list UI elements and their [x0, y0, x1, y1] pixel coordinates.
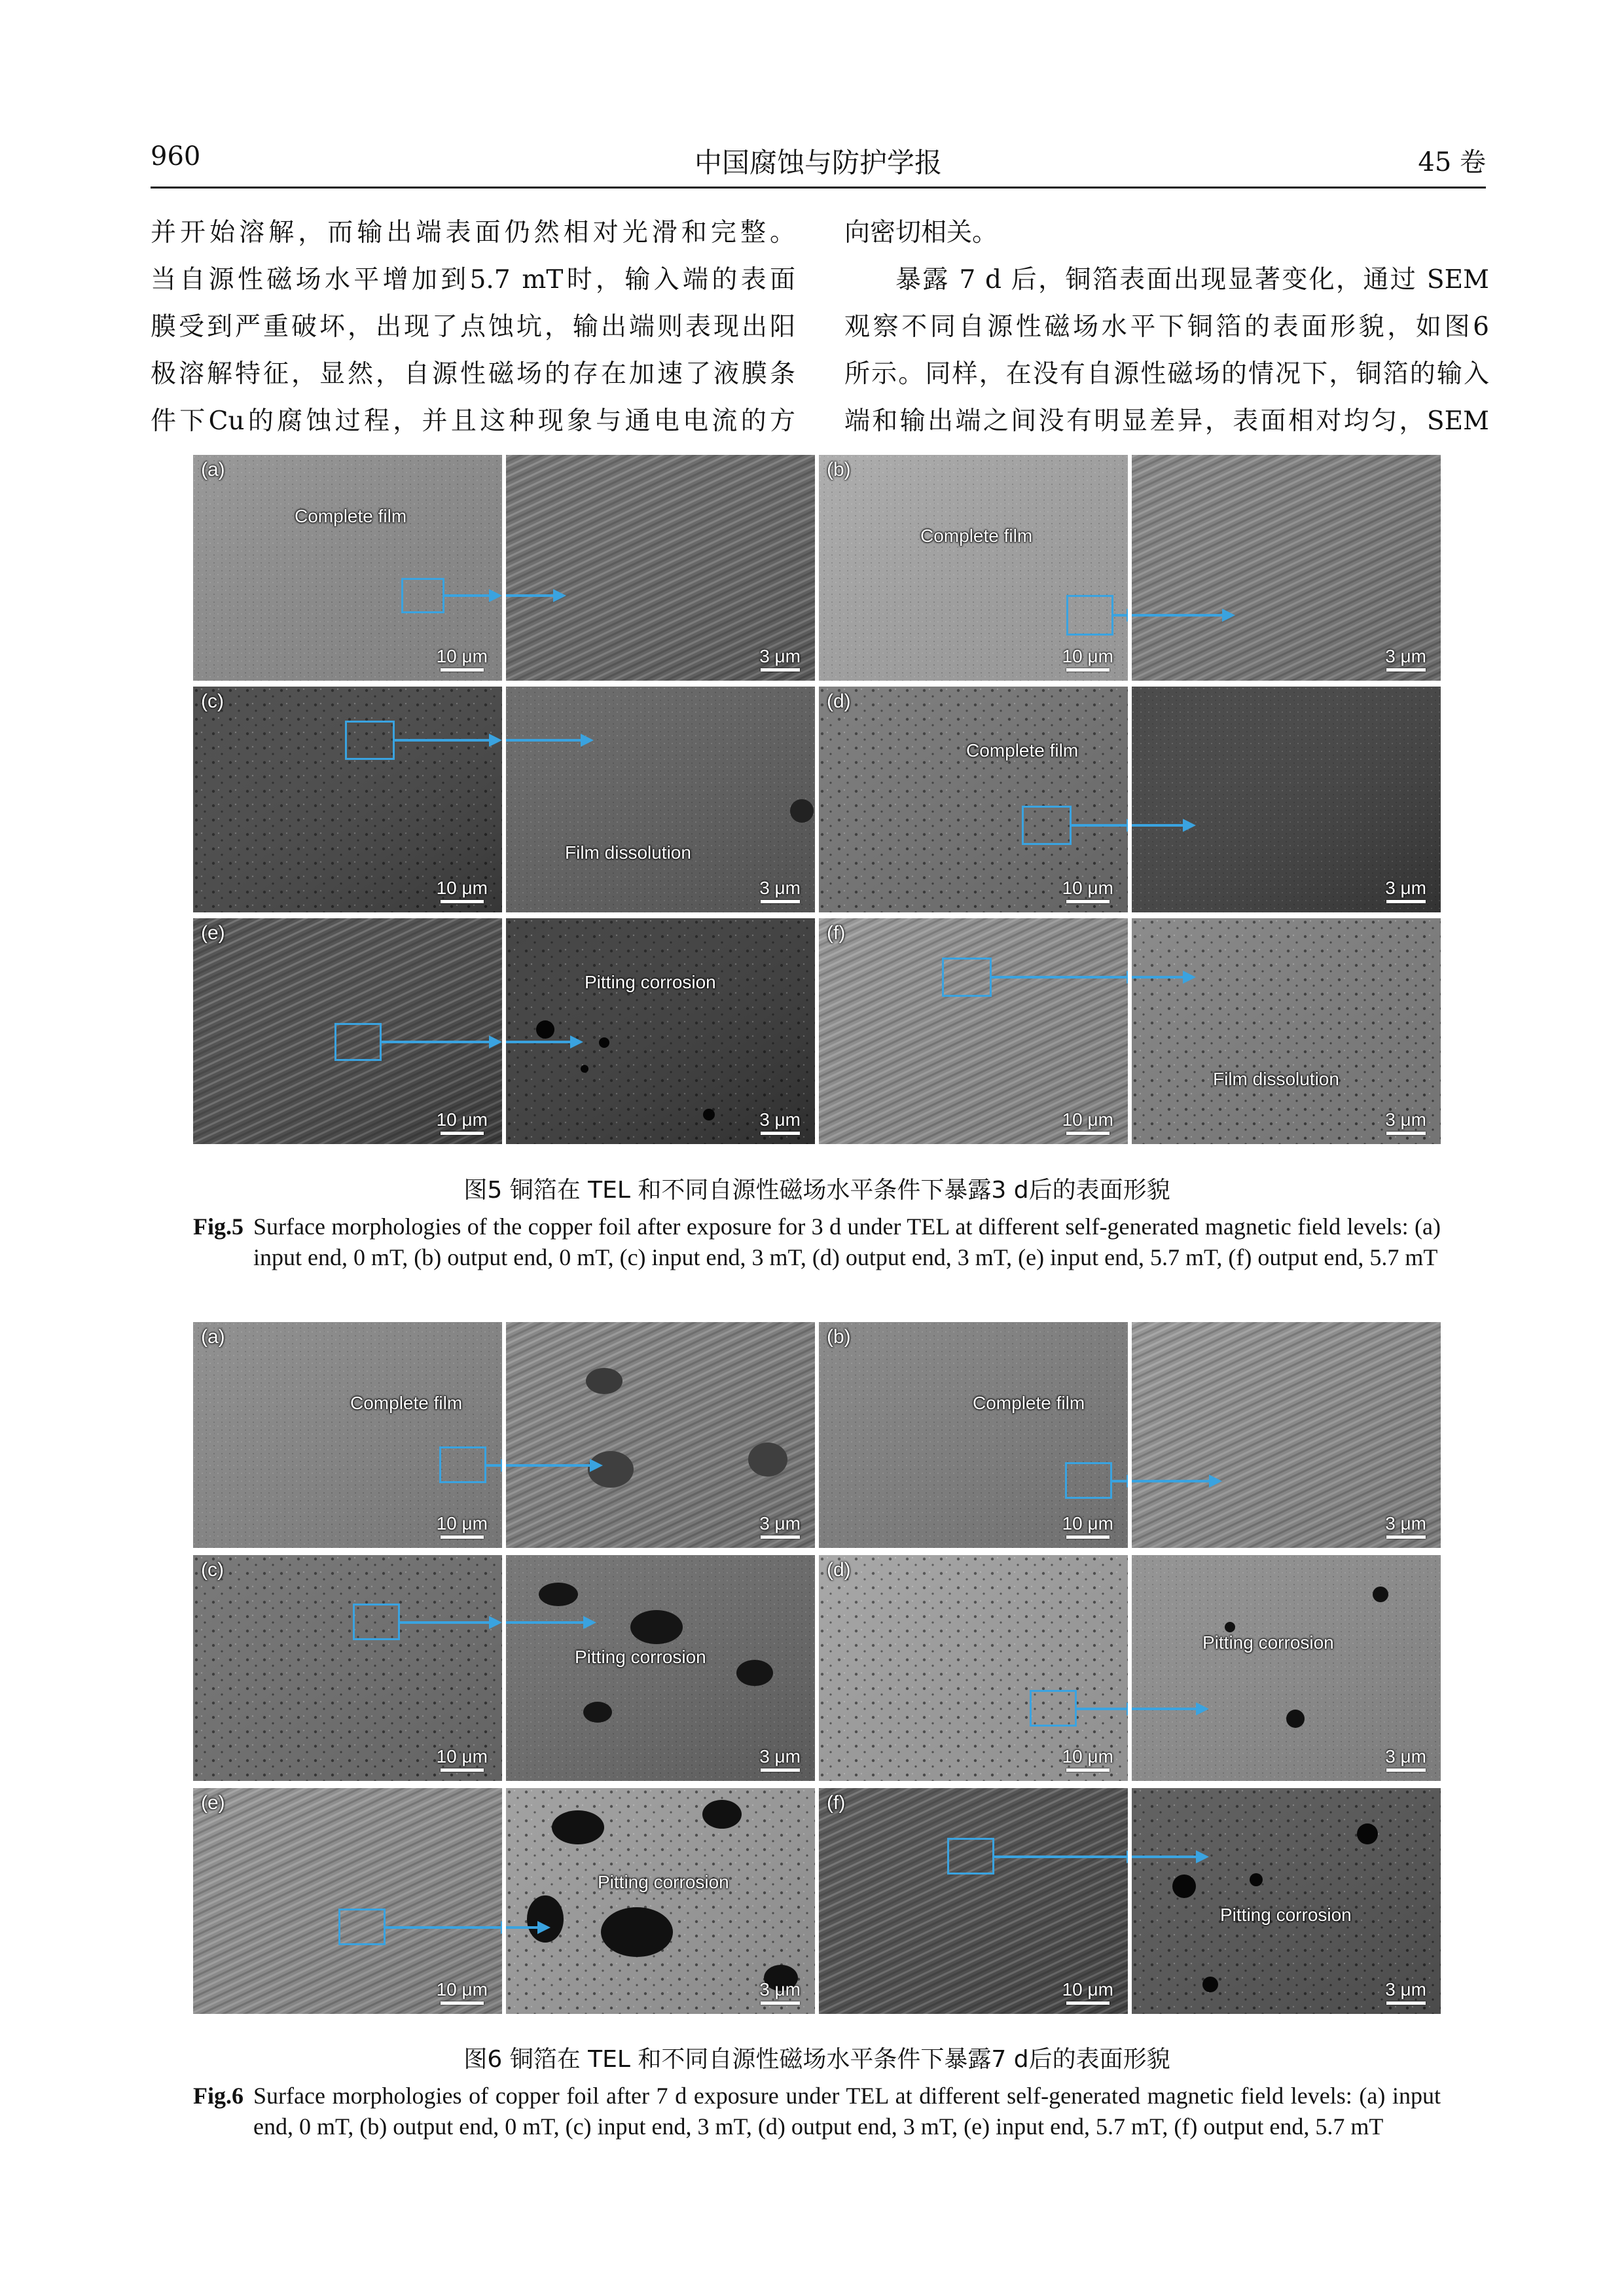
zoom-region-box: [338, 1909, 386, 1945]
sem-image-high-mag: [1132, 1788, 1441, 2014]
scale-bar: 3 μm: [759, 1513, 801, 1539]
journal-title: 中国腐蚀与防护学报: [694, 147, 942, 179]
zoom-arrow: [506, 1926, 539, 1929]
zoom-region-box: [1022, 806, 1072, 845]
sem-image-high-mag: [1132, 1555, 1441, 1781]
body-line: 件下Cu的腐蚀过程，并且这种现象与通电电流的方: [151, 406, 795, 436]
annotation: Complete film: [350, 1393, 463, 1413]
panel-label: (b): [827, 1326, 851, 1348]
scale-bar: 10 μm: [437, 1513, 488, 1539]
zoom-arrow: [506, 594, 554, 597]
body-line: 端和输出端之间没有明显差异，表面相对均匀，SEM: [844, 406, 1489, 436]
zoom-region-box: [942, 958, 992, 997]
sem-image-low-mag: [193, 687, 502, 912]
zoom-arrow: [1113, 614, 1128, 617]
sem-image-high-mag: [1132, 687, 1441, 912]
body-column-right: [844, 209, 1489, 445]
body-line: 并开始溶解，而输出端表面仍然相对光滑和完整。: [151, 218, 795, 247]
body-line: 极溶解特征，显然，自源性磁场的存在加速了液膜条: [151, 359, 795, 389]
scale-bar: 10 μm: [1062, 1746, 1113, 1772]
fig6-panel-a: [193, 1322, 815, 1548]
zoom-arrow: [1132, 1708, 1197, 1710]
scale-bar: 10 μm: [1062, 878, 1113, 903]
scale-bar: 3 μm: [1385, 1109, 1426, 1135]
zoom-arrow: [444, 594, 490, 597]
scale-bar: 3 μm: [1385, 646, 1426, 672]
figure-5-caption: [193, 1172, 1441, 1273]
zoom-arrow: [395, 739, 490, 742]
figure-5-left-column: [193, 455, 815, 1144]
sem-image-low-mag: [193, 1555, 502, 1781]
volume-label: 45 卷: [1418, 147, 1486, 177]
scale-bar: 3 μm: [1385, 1746, 1426, 1772]
fig5-panel-d: [819, 687, 1441, 912]
scale-bar: 3 μm: [759, 1979, 801, 2005]
body-line: 向密切相关。: [844, 218, 998, 247]
scale-bar: 10 μm: [1062, 1109, 1113, 1135]
zoom-arrow: [1132, 1480, 1210, 1482]
panel-label: (d): [827, 1559, 851, 1581]
sem-image-low-mag: [819, 455, 1128, 681]
zoom-region-box: [334, 1023, 382, 1061]
zoom-arrow: [400, 1621, 490, 1624]
scale-bar: 10 μm: [437, 1746, 488, 1772]
caption-label: Fig.5: [193, 1213, 244, 1240]
zoom-arrow: [386, 1926, 502, 1929]
fig6-panel-d: [819, 1555, 1441, 1781]
page-number: 960: [151, 141, 201, 171]
scale-bar: 10 μm: [1062, 1513, 1113, 1539]
scale-bar: 10 μm: [1062, 646, 1113, 672]
figure-5: [193, 455, 1441, 1144]
annotation: Pitting corrosion: [575, 1647, 706, 1667]
body-line: 暴露 7 d 后，铜箔表面出现显著变化，通过 SEM: [895, 265, 1489, 295]
figure-6-left-column: [193, 1322, 815, 2015]
body-line: 当自源性磁场水平增加到5.7 mT时，输入端的表面: [151, 265, 795, 295]
zoom-arrow: [506, 739, 582, 742]
scale-bar: 3 μm: [759, 1746, 801, 1772]
zoom-arrow: [1132, 976, 1184, 978]
zoom-arrow: [994, 1856, 1128, 1858]
running-header: [151, 137, 1486, 183]
sem-image-low-mag: [819, 918, 1128, 1144]
zoom-region-box: [345, 721, 395, 760]
annotation: Complete film: [973, 1393, 1085, 1413]
sem-image-low-mag: [193, 1788, 502, 2014]
scale-bar: 3 μm: [1385, 1979, 1426, 2005]
panel-label: (f): [827, 1792, 846, 1814]
caption-chinese: 图6 铜箔在 TEL 和不同自源性磁场水平条件下暴露7 d后的表面形貌: [463, 2046, 1170, 2073]
caption-label: Fig.6: [193, 2083, 244, 2109]
panel-label: (f): [827, 922, 846, 944]
zoom-arrow: [992, 976, 1128, 978]
zoom-arrow: [1112, 1480, 1128, 1482]
scale-bar: 10 μm: [437, 878, 488, 903]
sem-image-high-mag: [1132, 455, 1441, 681]
fig6-panel-f: [819, 1788, 1441, 2014]
zoom-arrow: [382, 1041, 490, 1043]
zoom-region-box: [1065, 1462, 1112, 1499]
annotation: Pitting corrosion: [585, 972, 716, 992]
fig6-panel-c: [193, 1555, 815, 1781]
annotation: Pitting corrosion: [598, 1872, 729, 1892]
sem-image-low-mag: [819, 1788, 1128, 2014]
panel-label: (a): [201, 1326, 225, 1348]
caption-chinese: 图5 铜箔在 TEL 和不同自源性磁场水平条件下暴露3 d后的表面形貌: [463, 1177, 1170, 1204]
zoom-arrow: [486, 1464, 502, 1467]
panel-label: (c): [201, 691, 224, 712]
body-line: 膜受到严重破坏，出现了点蚀坑，输出端则表现出阳: [151, 312, 795, 342]
panel-label: (e): [201, 1792, 225, 1814]
scale-bar: 3 μm: [759, 646, 801, 672]
caption-english: [193, 2081, 1441, 2142]
annotation: Pitting corrosion: [1220, 1905, 1352, 1925]
scale-bar: 3 μm: [759, 1109, 801, 1135]
sem-image-low-mag: [819, 1555, 1128, 1781]
scale-bar: 3 μm: [1385, 878, 1426, 903]
scale-bar: 3 μm: [1385, 1513, 1426, 1539]
figure-6-right-column: [819, 1322, 1441, 2015]
caption-text: Surface morphologies of the copper foil after exposure for 3 d under TEL at different self-generated magnetic field levels: (a) input end, 0 mT, (b) output end, 0 mT, (c) input end, 3 mT, (d) output end, 3 mT, (e) input end, 5.7 mT, (f) output end, 5.7 mT: [253, 1213, 1441, 1270]
sem-image-high-mag: [506, 918, 815, 1144]
sem-image-high-mag: [506, 1788, 815, 2014]
scale-bar: 3 μm: [759, 878, 801, 903]
figure-6: [193, 1322, 1441, 2015]
fig6-panel-e: [193, 1788, 815, 2014]
header-rule: [151, 187, 1486, 188]
zoom-arrow: [506, 1041, 571, 1043]
panel-label: (c): [201, 1559, 224, 1581]
zoom-arrow: [1132, 1856, 1197, 1858]
zoom-region-box: [1066, 595, 1113, 636]
scale-bar: 10 μm: [437, 646, 488, 672]
caption-english: [193, 1211, 1441, 1273]
sem-image-high-mag: [506, 1322, 815, 1548]
panel-label: (a): [201, 459, 225, 480]
annotation: Film dissolution: [1213, 1069, 1339, 1089]
fig5-panel-e: [193, 918, 815, 1144]
figure-5-right-column: [819, 455, 1441, 1144]
fig5-panel-f: [819, 918, 1441, 1144]
body-column-left: [151, 209, 795, 445]
zoom-arrow: [506, 1621, 585, 1624]
zoom-arrow: [1132, 614, 1223, 617]
sem-image-low-mag: [819, 1322, 1128, 1548]
zoom-arrow: [1072, 824, 1128, 827]
zoom-arrow: [1132, 824, 1184, 827]
panel-label: (d): [827, 691, 851, 712]
scale-bar: 10 μm: [437, 1979, 488, 2005]
sem-image-high-mag: [506, 687, 815, 912]
annotation: Pitting corrosion: [1202, 1632, 1334, 1653]
sem-image-low-mag: [819, 687, 1128, 912]
figure-6-caption: [193, 2041, 1441, 2142]
sem-image-high-mag: [1132, 918, 1441, 1144]
zoom-region-box: [947, 1838, 994, 1874]
annotation: Complete film: [966, 740, 1079, 761]
zoom-region-box: [439, 1446, 486, 1483]
body-line: 所示。同样，在没有自源性磁场的情况下，铜箔的输入: [844, 359, 1489, 389]
sem-image-low-mag: [193, 1322, 502, 1548]
sem-image-low-mag: [193, 918, 502, 1144]
fig5-panel-c: [193, 687, 815, 912]
annotation: Complete film: [920, 526, 1033, 546]
caption-text: Surface morphologies of copper foil after 7 d exposure under TEL at different self-generated magnetic field levels: (a) input end, 0 mT, (b) output end, 0 mT, (c) input end, 3 mT, (d) output end, 3 mT, (e) input end, 5.7 mT, (f) output end, 5.7 mT: [253, 2083, 1441, 2140]
sem-image-high-mag: [506, 455, 815, 681]
sem-image-high-mag: [1132, 1322, 1441, 1548]
panel-label: (b): [827, 459, 851, 480]
fig6-panel-b: [819, 1322, 1441, 1548]
fig5-panel-b: [819, 455, 1441, 681]
zoom-arrow: [506, 1464, 591, 1467]
body-line: 观察不同自源性磁场水平下铜箔的表面形貌，如图6: [844, 312, 1489, 342]
scale-bar: 10 μm: [1062, 1979, 1113, 2005]
annotation: Complete film: [295, 506, 407, 526]
zoom-region-box: [1030, 1690, 1077, 1727]
annotation: Film dissolution: [565, 842, 691, 863]
sem-image-low-mag: [193, 455, 502, 681]
fig5-panel-a: [193, 455, 815, 681]
zoom-region-box: [401, 578, 444, 613]
panel-label: (e): [201, 922, 225, 944]
scale-bar: 10 μm: [437, 1109, 488, 1135]
zoom-arrow: [1077, 1708, 1128, 1710]
zoom-region-box: [353, 1604, 400, 1640]
sem-image-high-mag: [506, 1555, 815, 1781]
